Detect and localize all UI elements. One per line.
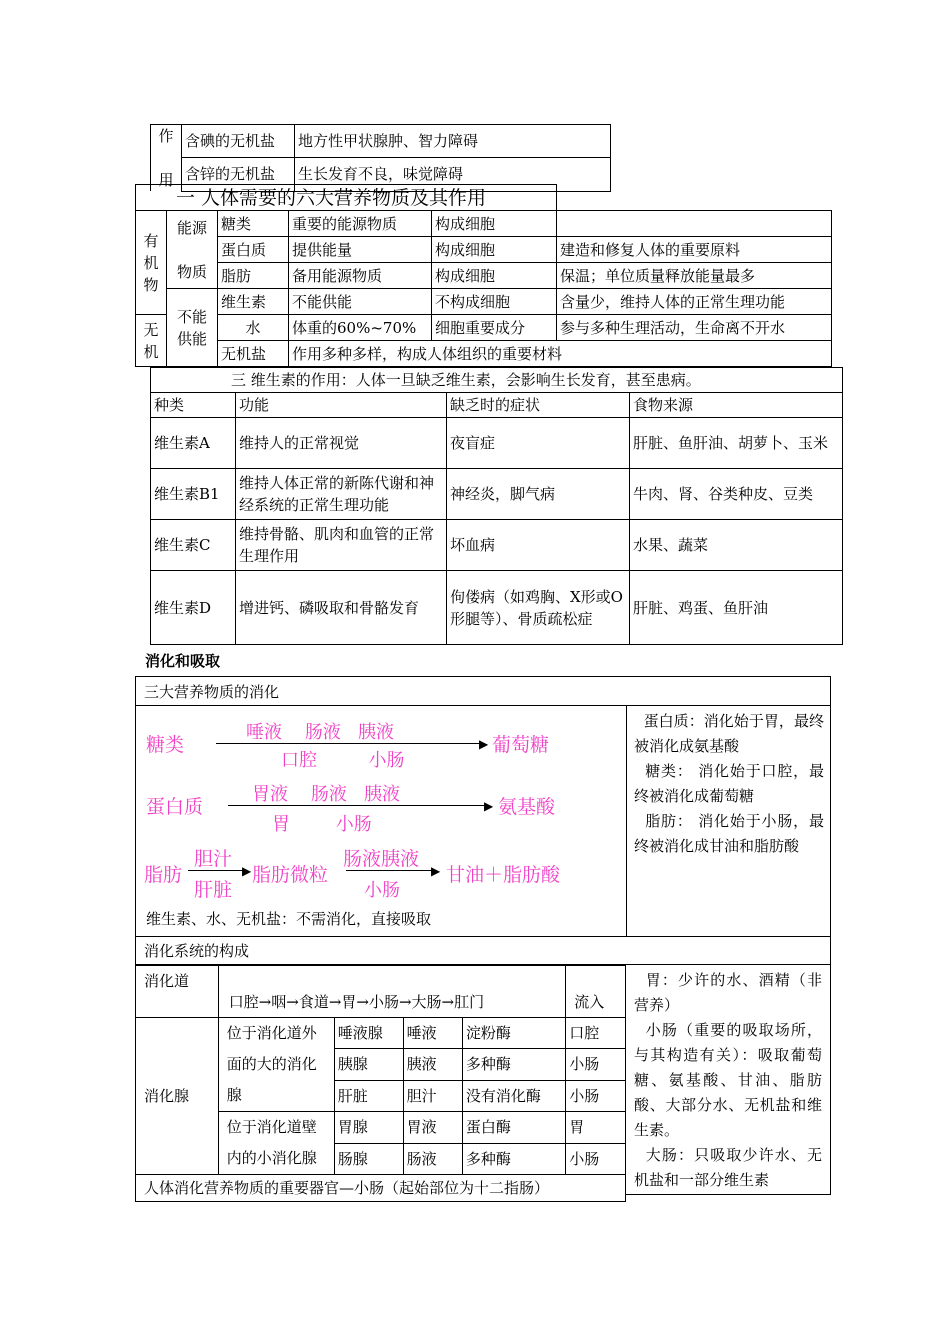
cell: 维生素A [151, 418, 236, 469]
arrow-line [216, 743, 481, 744]
flow-label: 流入 [566, 966, 626, 1018]
cell: 维生素B1 [151, 469, 236, 520]
header-cell: 种类 [151, 393, 236, 418]
cell: 淀粉酶 [462, 1018, 565, 1049]
cell: 不构成细胞 [432, 289, 557, 315]
digestive-system-table [135, 965, 626, 1202]
cell: 水 [218, 315, 289, 341]
nutrients-table [135, 184, 832, 367]
small-glands: 位于消化道壁内的小消化腺 [218, 1112, 334, 1175]
cell: 重要的能源物质 [289, 211, 432, 237]
cell: 增进钙、磷吸取和骨骼发育 [236, 571, 447, 645]
cell: 胆汁 [403, 1080, 462, 1111]
cell: 没有消化酶 [462, 1080, 565, 1111]
cell: 肝脏、鱼肝油、胡萝卜、玉米 [630, 418, 843, 469]
cell: 水果、蔬菜 [630, 520, 843, 571]
tract-label: 消化道 [136, 966, 219, 1018]
digestion-panel [135, 706, 831, 937]
cell: 维生素C [151, 520, 236, 571]
iodine-zinc-table [150, 124, 611, 192]
cell: 构成细胞 [432, 237, 557, 263]
sugar-sites: 口腔 小肠 [281, 750, 405, 771]
no-energy-label: 不能 供能 [167, 289, 218, 367]
cell: 夜盲症 [447, 418, 630, 469]
arrow-head-icon: ▶ [484, 799, 494, 813]
cell: 无机盐 [218, 341, 289, 367]
header-cell: 功能 [236, 393, 447, 418]
glucose-label: 葡萄糖 [492, 734, 550, 756]
digestion-summary: 蛋白质：消化始于胃，最终被消化成氨基酸 糖类： 消化始于口腔，最终被消化成葡萄糖 脂肪： 消化始于小肠，最终被消化成甘油和脂肪酸 [634, 712, 824, 855]
cell: 构成细胞 [432, 263, 557, 289]
cell: 肠液 [403, 1143, 462, 1175]
cell: 生长发育不良，味觉障碍 [295, 158, 611, 191]
tract-path: 口腔→咽→食道→胃→小肠→大肠→肛门 [218, 966, 566, 1018]
protein-label: 蛋白质 [146, 796, 204, 818]
big-glands: 位于消化道外面的大的消化腺 [218, 1018, 334, 1112]
cell: 坏血病 [447, 520, 630, 571]
cell: 维持骨骼、肌肉和血管的正常生理作用 [236, 520, 447, 571]
sugar-enzymes: 唾液 肠液 胰液 [246, 722, 395, 743]
no-digest-note: 维生素、水、无机盐：不需消化，直接吸取 [146, 910, 432, 928]
cell: 神经炎，脚气病 [447, 469, 630, 520]
arrow-line [228, 805, 486, 806]
cell: 维持人体正常的新陈代谢和神经系统的正常生理功能 [236, 469, 447, 520]
organic-label: 有 机 物 [136, 211, 167, 315]
cell: 肝脏 [334, 1080, 403, 1111]
cell: 建造和修复人体的重要原料 [557, 237, 832, 263]
protein-enzymes: 胃液 肠液 胰液 [252, 784, 401, 805]
cell: 维生素D [151, 571, 236, 645]
cell: 胰液 [403, 1049, 462, 1080]
cell: 蛋白质 [218, 237, 289, 263]
amino-acid-label: 氨基酸 [498, 796, 556, 818]
cell [557, 211, 832, 237]
section-title: 消化和吸取 [145, 652, 221, 670]
cell: 地方性甲状腺肿、智力障碍 [295, 125, 611, 158]
cell: 牛肉、肾、谷类种皮、豆类 [630, 469, 843, 520]
system-title: 消化系统的构成 [135, 937, 831, 965]
cell: 肠腺 [334, 1143, 403, 1175]
cell: 口腔 [566, 1018, 626, 1049]
cell: 提供能量 [289, 237, 432, 263]
cell: 保温；单位质量释放能量最多 [557, 263, 832, 289]
cell: 不能供能 [289, 289, 432, 315]
cell: 作用多种多样，构成人体组织的重要材料 [289, 341, 832, 367]
cell: 小肠 [566, 1143, 626, 1175]
cell: 参与多种生理活动，生命离不开水 [557, 315, 832, 341]
absorption-summary: 胃：少许的水、酒精（非营养） 小肠（重要的吸取场所，与其构造有关）：吸取葡萄糖、氨基酸、甘油、脂肪酸、大部分水、无机盐和维生素。 大肠：只吸取少许水、无机盐和一部分维生素 [625, 965, 831, 1195]
divider [626, 706, 627, 936]
cell: 胃 [566, 1112, 626, 1144]
footer-note: 人体消化营养物质的重要器官—小肠（起始部位为十二指肠） [136, 1175, 626, 1202]
arrow-head-icon: ▶ [242, 864, 252, 878]
arrow-head-icon: ▶ [479, 737, 489, 751]
cell: 含碘的无机盐 [182, 125, 295, 158]
cell: 细胞重要成分 [432, 315, 557, 341]
table-title: 三 维生素的作用：人体一旦缺乏维生素，会影响生长发育，甚至患病。 [151, 368, 843, 393]
table-title: 一 人体需要的六大营养物质及其作用 [136, 185, 557, 211]
vitamin-table [150, 367, 843, 645]
cell: 糖类 [218, 211, 289, 237]
gland-label: 消化腺 [136, 1018, 219, 1175]
cell: 胃液 [403, 1112, 462, 1144]
liver-label: 肝脏 [194, 879, 233, 901]
header-cell: 食物来源 [630, 393, 843, 418]
cell: 备用能源物质 [289, 263, 432, 289]
cell: 蛋白酶 [462, 1112, 565, 1144]
function-label: 作 用 [151, 125, 182, 192]
header-cell: 缺乏时的症状 [447, 393, 630, 418]
cell: 维持人的正常视觉 [236, 418, 447, 469]
cell: 多种酶 [462, 1143, 565, 1175]
digestion-header: 三大营养物质的消化 [135, 676, 831, 706]
cell: 维生素 [218, 289, 289, 315]
sugar-label: 糖类 [146, 734, 185, 756]
fat-droplet-label: 脂肪微粒 [252, 864, 329, 886]
cell: 含量少，维持人体的正常生理功能 [557, 289, 832, 315]
bile-label: 胆汁 [194, 848, 233, 870]
arrow-line [188, 870, 246, 871]
fat-site: 小肠 [364, 880, 400, 901]
fat-enzymes: 肠液胰液 [343, 848, 420, 870]
arrow-head-icon: ▶ [431, 864, 441, 878]
glycerol-label: 甘油＋脂肪酸 [446, 864, 561, 886]
cell: 佝偻病（如鸡胸、X形或O形腿等）、骨质疏松症 [447, 571, 630, 645]
cell: 构成细胞 [432, 211, 557, 237]
protein-sites: 胃 小肠 [272, 814, 372, 835]
cell: 胰腺 [334, 1049, 403, 1080]
inorganic-label: 无 机 [136, 315, 167, 367]
energy-label: 能源 物质 [167, 211, 218, 289]
cell: 多种酶 [462, 1049, 565, 1080]
cell: 肝脏、鸡蛋、鱼肝油 [630, 571, 843, 645]
cell: 体重的60%~70% [289, 315, 432, 341]
cell: 含锌的无机盐 [182, 158, 295, 191]
arrow-line [346, 870, 434, 871]
cell: 小肠 [566, 1080, 626, 1111]
cell: 唾液 [403, 1018, 462, 1049]
cell: 胃腺 [334, 1112, 403, 1144]
cell: 脂肪 [218, 263, 289, 289]
fat-label: 脂肪 [144, 864, 183, 886]
cell: 唾液腺 [334, 1018, 403, 1049]
cell: 小肠 [566, 1049, 626, 1080]
